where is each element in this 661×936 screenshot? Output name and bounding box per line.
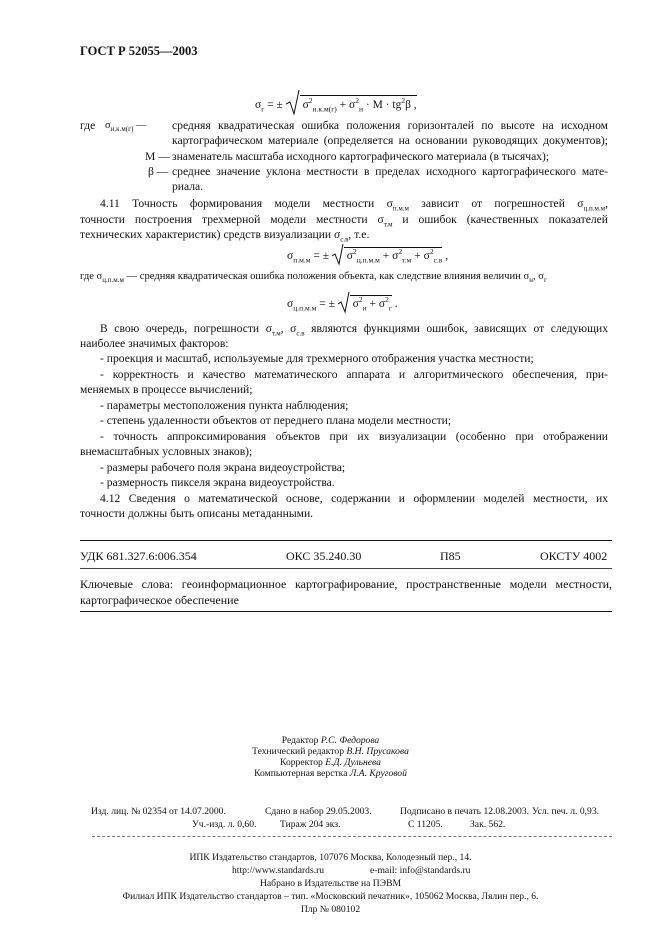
- where-label: где: [80, 119, 96, 132]
- publisher-address: ИПК Издательство стандартов, 107076 Москва, Колодезный пер., 14.: [189, 852, 472, 863]
- factor-item: - проекция и масштаб, используемые для трехмерного отображения участка местности;: [100, 352, 534, 365]
- factors-intro-line1: В свою очередь, погрешности $\sigma_{т.м}$, $\sigma_{с.в}$ являются функциями ошибок, зависящих от следующих: [100, 322, 609, 338]
- divider-mid: [80, 568, 612, 569]
- publisher-email: e-mail: info@standards.ru: [370, 865, 471, 876]
- factor-item-continuation: меняемых в процессе вычислений;: [80, 383, 253, 396]
- factor-item-continuation: внемасштабных условных знаков);: [80, 445, 253, 458]
- clause-4-11-line3: технических характеристик) средств визуализации $\sigma_{с.в}$, т.е.: [80, 228, 370, 244]
- udk-code: УДК 681.327.6:006.354: [80, 549, 197, 563]
- factor-item: - корректность и качество математического аппарата и алгоритмического обеспечения, при-: [100, 368, 608, 381]
- imprint-print-run: Тираж 204 экз.: [280, 819, 341, 830]
- imprint-order: Зак. 562.: [470, 819, 506, 830]
- p-code: П85: [440, 549, 461, 563]
- printing-branch: Филиал ИПК Издательство стандартов – тип. «Московский печатник», 105062 Москва, Лялин пер., 6.: [122, 891, 539, 902]
- imprint-license: Изд. лиц. № 02354 от 14.07.2000.: [91, 806, 226, 817]
- keywords-line2: картографическое обеспечение: [80, 593, 239, 607]
- okstu-code: ОКСТУ 4002: [540, 549, 608, 563]
- sqrt-sign-icon: [338, 292, 350, 314]
- imprint-typeset-date: Сдано в набор 29.05.2003.: [265, 806, 372, 817]
- publisher-website: http://www.standards.ru: [232, 865, 325, 876]
- imprint-print-sheets: Усл. печ. л. 0,93.: [532, 806, 600, 817]
- definition-sigma-cpmm: где $\sigma_{ц.п.м.м}$ — средняя квадратическая ошибка положения объекта, как следствие влияния величин $\sigma_н$, $\sigma_г$: [80, 271, 547, 285]
- clause-4-11-line1: 4.11 Точность формирования модели местности $\sigma_{п.м.м}$ зависит от погрешностей $\sigma_{ц.п.м.м}$,: [100, 197, 608, 213]
- sqrt-sign-icon: [286, 90, 300, 116]
- factor-item: - размерность пикселя экрана видеоустройства.: [100, 476, 335, 489]
- definition-beta-line1: среднее значение уклона местности в пределах исходного картографического мате-: [172, 165, 608, 178]
- corrector-line: Корректор Е.Д. Дульнева: [280, 757, 381, 768]
- imprint-credits: [0, 735, 661, 779]
- factor-item: - размеры рабочего поля экрана видеоустройства;: [100, 461, 346, 474]
- clause-4-12-line1: 4.12 Сведения о математической основе, содержании и оформлении моделей местности, их: [100, 492, 608, 505]
- factors-intro-line2: наиболее значимых факторов:: [80, 337, 229, 350]
- keywords-line1: Ключевые слова: геоинформационное картографирование, пространственные модели местности,: [80, 577, 612, 591]
- tech-editor-line: Технический редактор В.Н. Прусакова: [252, 746, 409, 757]
- factor-item: - точность аппроксимирования объектов при их визуализации (особенно при отображении: [100, 430, 608, 443]
- sqrt-sign-icon: [332, 244, 344, 266]
- definition-m-symbol: M —: [145, 150, 170, 163]
- typesetting-note: Набрано в Издательстве на ПЭВМ: [260, 878, 401, 889]
- definition-beta-symbol: β —: [148, 165, 169, 178]
- divider-top: [80, 540, 612, 541]
- factor-item: - параметры местоположения пункта наблюдения;: [100, 399, 349, 412]
- divider-bottom: [80, 611, 612, 612]
- where-symbol: $\sigma_{и.к.м(г)}$ —: [105, 120, 147, 134]
- formula-sigma-g: $\sigma_г$ = ± $\sigma^2_{и.к.м(г)} + \sigma^2_н \cdot M \cdot tg^2\beta$ ,: [255, 90, 417, 116]
- editor-line: Редактор Р.С. Федорова: [281, 735, 380, 746]
- imprint-pub-sheets: Уч.-изд. л. 0,60.: [192, 819, 257, 830]
- imprint-code: С 11205.: [408, 819, 443, 830]
- clause-4-11-line2: точности построения трехмерной модели местности $\sigma_{т.м}$ и ошибок (качественных показателей: [80, 213, 608, 229]
- oks-code: ОКС 35.240.30: [286, 549, 362, 563]
- layout-line: Компьютерная верстка Л.А. Круговой: [254, 768, 407, 779]
- document-code: ГОСТ Р 52055—2003: [80, 44, 198, 58]
- definition-beta-line2: риала.: [172, 180, 204, 193]
- factor-item: - степень удаленности объектов от переднего плана модели местности;: [100, 414, 452, 427]
- plr-number: Плр № 080102: [300, 904, 361, 915]
- definition-m: знаменатель масштаба исходного картографического материала (в тысячах);: [172, 150, 550, 163]
- definition-sigma-line1: средняя квадратическая ошибка положения горизонталей по высоте на исходном: [172, 119, 608, 132]
- formula-sigma-pmm: $\sigma_{п.м.м}$ = ± $\sigma^2_{ц.п.м.м} + \sigma^2_{т.м} + \sigma^2_{с.в}$ ,: [287, 244, 448, 266]
- definition-sigma-line2: картографическом материале (определяется на основании руководящих документов);: [172, 134, 608, 147]
- formula-sigma-cpmm: $\sigma_{ц.п.м.м}$ = ± $\sigma^2_н + \sigma^2_г$ .: [287, 292, 398, 314]
- imprint-signed-date: Подписано в печать 12.08.2003.: [400, 806, 530, 817]
- clause-4-12-line2: точности должны быть описаны метаданными.: [80, 507, 314, 520]
- imprint-divider: [92, 836, 612, 837]
